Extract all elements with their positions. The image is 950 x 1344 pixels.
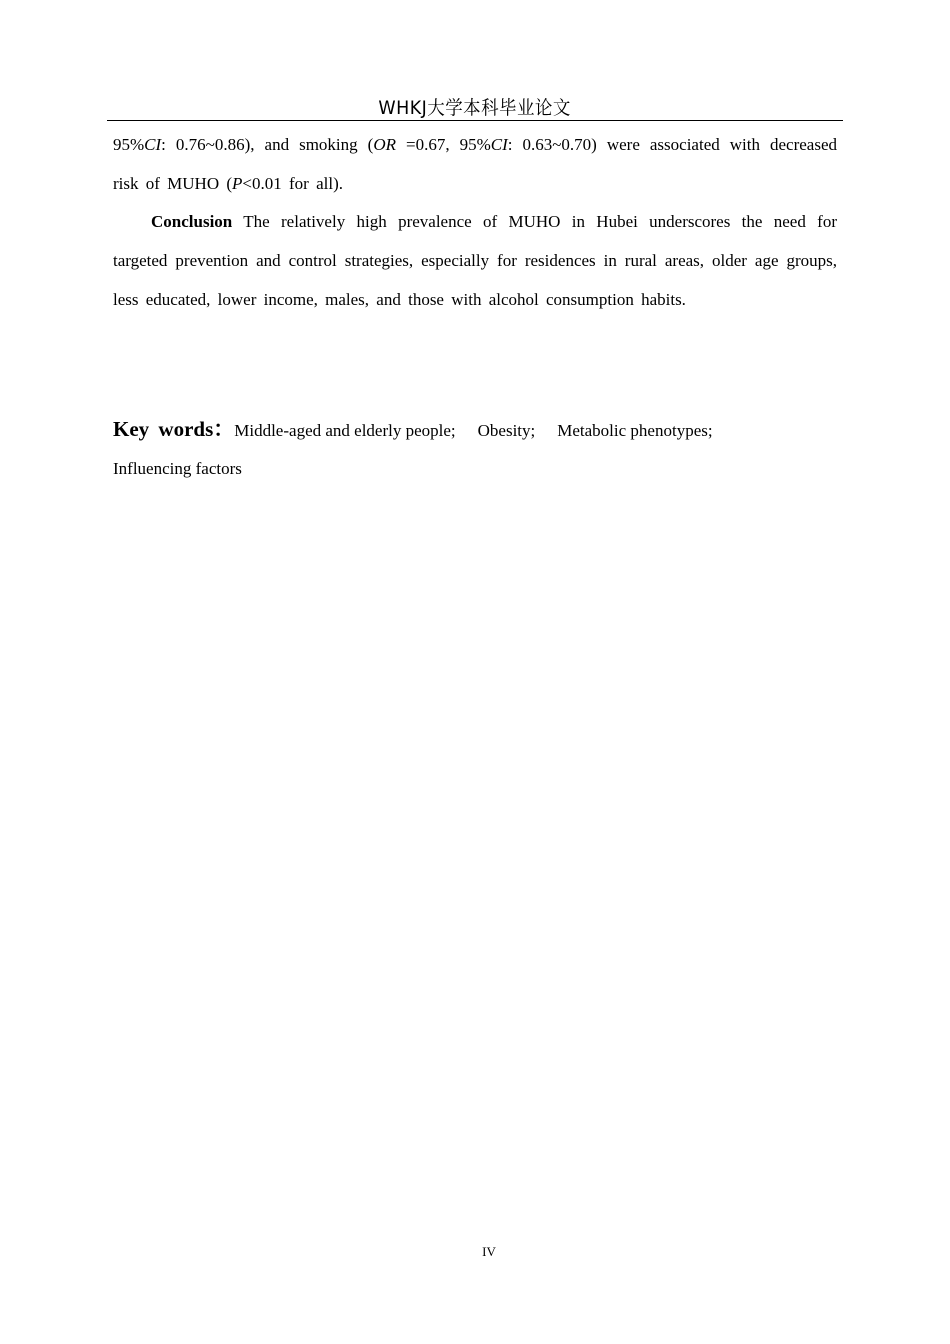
text-segment: 95% <box>113 135 145 154</box>
keywords-section <box>113 410 837 488</box>
conclusion-paragraph <box>113 202 837 319</box>
header-title: WHKJ大学本科毕业论文 <box>378 97 572 119</box>
text-segment: : 0.76~0.86), and smoking ( <box>161 135 374 154</box>
conclusion-text: The relatively high prevalence of MUHO in Hubei underscores the need for targeted prevention and control strategies, especially for residences in rural areas, older age groups, less educated, lower income, males, and those with alcohol consumption habits. <box>113 212 837 309</box>
page-number: IV <box>482 1244 496 1259</box>
abstract-paragraph-continued <box>113 125 837 203</box>
text-segment-italic: OR <box>373 135 396 154</box>
text-segment: =0.67, 95% <box>395 135 491 154</box>
text-segment: : 0.63~0.70) were associated with decreased risk of MUHO ( <box>113 135 837 193</box>
text-segment-italic: CI <box>490 135 508 154</box>
keyword-item: Metabolic phenotypes; <box>557 421 713 440</box>
conclusion-label: Conclusion <box>151 212 233 231</box>
keyword-item: Influencing factors <box>113 459 242 478</box>
text-segment-italic: P <box>232 174 243 193</box>
keyword-item: Middle-aged and elderly people; <box>234 421 456 440</box>
text-segment-italic: CI <box>144 135 162 154</box>
text-segment: <0.01 for all). <box>242 174 343 193</box>
keywords-label: Key words： <box>113 417 235 441</box>
keyword-item: Obesity; <box>477 421 536 440</box>
page-header <box>107 96 843 121</box>
